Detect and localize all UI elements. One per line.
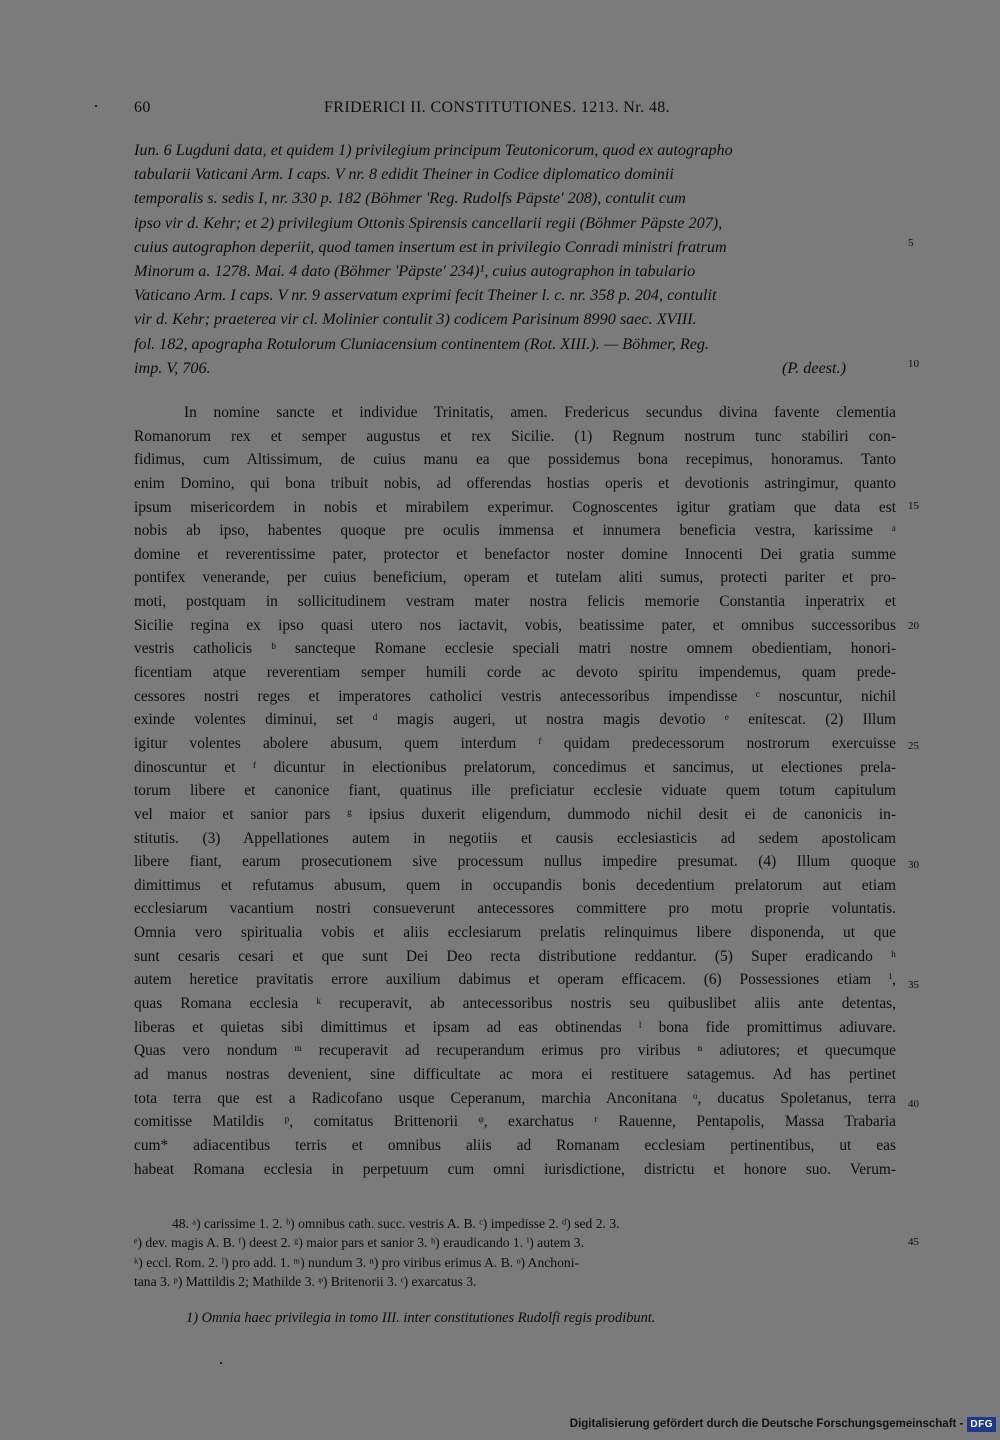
text-line: fidimus, cum Altissimum, de cuius manu ea que possidemus bona recepimus, honoramus. Tanto xyxy=(134,451,896,469)
text-line: comitisse Matildis ᵖ, comitatus Brittenorii ᵠ, exarchatus ʳ Rauenne, Pentapolis, Massa Trabaria xyxy=(134,1113,896,1131)
text-line: Quas vero nondum ᵐ recuperavit ad recuperandum erimus pro viribus ⁿ adiutores; et quecumque xyxy=(134,1042,896,1060)
text-line: igitur volentes abolere abusum, quem interdum ᶠ quidam predecessorum nostrorum exercuisse xyxy=(134,734,896,752)
intro-line: Iun. 6 Lugduni data, et quidem 1) privilegium principum Teutonicorum, quod ex autographo xyxy=(134,141,733,159)
intro-line: fol. 182, apographa Rotulorum Cluniacensium continentem (Rot. XIII.). — Böhmer, Reg. xyxy=(134,334,710,353)
text-line: stitutis. (3) Appellationes autem in negotiis et causis ecclesiasticis ad sedem apostolicam xyxy=(134,829,896,847)
text-line: vel maior et sanior pars ᵍ ipsius duxerit eligendum, dummodo nichil desit ei de canonicis in- xyxy=(134,805,896,823)
running-header xyxy=(134,99,898,121)
source-description xyxy=(134,138,896,380)
funding-text: Digitalisierung gefördert durch die Deutsche Forschungsgemeinschaft - xyxy=(569,1418,964,1430)
apparatus-line: 48. ᵃ) carissime 1. 2. ᵇ) omnibus cath. succ. vestris A. B. ᶜ) impedisse 2. ᵈ) sed 2. 3. xyxy=(172,1216,620,1231)
text-line: nobis ab ipso, habentes quoque pre oculis immensa et innumera beneficia vestra, karissime ᵃ xyxy=(134,522,896,540)
intro-line: vir d. Kehr; praeterea vir cl. Molinier contulit 3) codicem Parisinum 8990 saec. XVIII. xyxy=(134,310,697,329)
line-number: 10 xyxy=(908,358,919,370)
line-number: 40 xyxy=(908,1098,919,1110)
intro-line: temporalis s. sedis I, nr. 330 p. 182 (Böhmer 'Reg. Rudolfs Päpste' 208), contulit cum xyxy=(134,189,686,208)
line-number: 20 xyxy=(908,620,919,632)
intro-line: cuius autographon deperiit, quod tamen insertum est in privilegio Conradi ministri fratrum xyxy=(134,237,727,256)
apparatus-line: ᵏ) eccl. Rom. 2. ˡ) pro add. 1. ᵐ) nundum 3. ⁿ) pro viribus erimus A. B. ᵒ) Anchoni- xyxy=(134,1254,579,1270)
text-line: torum libere et canonice fiant, quatinus ille preficiatur ecclesie viduate quem totum capitulum xyxy=(134,782,896,800)
text-line: cum* adiacentibus terris et omnibus aliis ad Romanam ecclesiam pertinentibus, ut eas xyxy=(134,1136,896,1154)
line-number: 30 xyxy=(908,859,919,871)
intro-last-left: imp. V, 706. xyxy=(134,358,211,377)
intro-last-line xyxy=(134,356,896,380)
text-line: ficentiam atque reverentiam semper humili corde ac devoto spiritu impendemus, quam prede- xyxy=(134,664,896,682)
dfg-logo: DFG xyxy=(967,1417,996,1432)
text-line: Romanorum rex et semper augustus et rex Sicilie. (1) Regnum nostrum tunc stabiliri con- xyxy=(134,427,896,445)
line-number: 5 xyxy=(908,237,914,249)
text-line: liberas et quietas sibi dimittimus et ipsam ad eas obtinendas ˡ bona fide promittimus adiuvare. xyxy=(134,1018,896,1036)
text-line: moti, postquam in sollicitudinem vestram mater nostra felicis memorie Constantia inperatrix et xyxy=(134,593,896,611)
apparatus-line: ᵉ) dev. magis A. B. ᶠ) deest 2. ᵍ) maior pars et sanior 3. ʰ) eraudicando 1. ⁱ) autem 3. xyxy=(134,1235,584,1251)
text-line: cessores nostri reges et imperatores catholici vestris antecessoribus impendisse ᶜ noscuntur, nichil xyxy=(134,687,896,705)
text-line: Sicilie regina ex ipso quasi utero nos iactavit, vobis, beatissime pater, et omnibus successoribus xyxy=(134,616,896,634)
critical-apparatus xyxy=(134,1214,898,1291)
line-number: 35 xyxy=(908,979,919,991)
intro-line: Minorum a. 1278. Mai. 4 dato (Böhmer 'Päpste' 234)¹, cuius autographon in tabulario xyxy=(134,261,696,280)
line-number: 15 xyxy=(908,500,919,512)
document-text xyxy=(134,401,896,1181)
text-line: libere fiant, earum prosecutionem sive processum nullus impedire presumat. (4) Illum quoque xyxy=(134,853,896,871)
text-line: exinde volentes diminui, set ᵈ magis augeri, ut nostra magis devotio ᵉ enitescat. (2) Illum xyxy=(134,711,896,729)
text-line: dinoscuntur et ᶠ dicuntur in electionibus prelatorum, concedimus et sancimus, ut electiones prela- xyxy=(134,758,896,776)
text-line: pontifex venerande, per cuius beneficium, operam et tutelam aliti sumus, protecti pariter et pro- xyxy=(134,569,896,587)
text-line: autem heretice pravitatis errore auxilium dabimus et operam efficacem. (6) Possessiones etiam ⁱ, xyxy=(134,971,896,989)
intro-line: Vaticano Arm. I caps. V nr. 9 asservatum exprimi fecit Theiner l. c. nr. 358 p. 204, contulit xyxy=(134,286,717,305)
text-line: enim Domino, qui bona tribuit nobis, ad offerendas hostias operis et devotionis astringimur, quanto xyxy=(134,474,896,492)
text-line: ipsum misericordem in nobis et mirabilem experimur. Cognoscentes igitur gratiam que data est xyxy=(134,498,896,516)
text-line: ad manus nostras devenient, sine difficultate ac mora ei restituere satagemus. Ad has pertinet xyxy=(134,1065,896,1083)
apparatus-line: tana 3. ᵖ) Mattildis 2; Mathilde 3. ᵠ) Britenorii 3. ʳ) exarcatus 3. xyxy=(134,1273,477,1289)
text-line: habeat Romana ecclesia in perpetuum cum omni iurisdictione, districtu et honore suo. Verum- xyxy=(134,1160,896,1178)
text-line: ecclesiarum vacantium nostri consueverunt antecessores committere pro motu proprie voluntatis. xyxy=(134,900,896,918)
funding-notice xyxy=(570,1414,996,1434)
text-line: dimittimus et refutamus abusum, quem in occupandis bonis decedentium prelatorum aut etiam xyxy=(134,876,896,894)
text-line: vestris catholicis ᵇ sancteque Romane ecclesie speciali matri nostre omnem obedientiam, honori- xyxy=(134,640,896,658)
page-number: 60 xyxy=(134,99,151,116)
intro-line: ipso vir d. Kehr; et 2) privilegium Ottonis Spirensis cancellarii regii (Böhmer Päpste 207), xyxy=(134,213,723,232)
scan-speck xyxy=(95,105,97,107)
text-line: sunt cesaris cesari et que sunt Dei Deo recta distributione reddantur. (5) Super eradicando ʰ xyxy=(134,947,896,965)
line-number: 45 xyxy=(908,1236,919,1248)
text-line: Omnia vero spiritualia vobis et aliis ecclesiarum prelatis relinquimus libere disponenda, ut que xyxy=(134,924,896,942)
footnote: 1) Omnia haec privilegia in tomo III. inter constitutiones Rudolfi regis prodibunt. xyxy=(186,1310,656,1326)
intro-line: tabularii Vaticani Arm. I caps. V nr. 8 edidit Theiner in Codice diplomatico dominii xyxy=(134,165,674,184)
scan-speck xyxy=(220,1362,222,1364)
line-number: 25 xyxy=(908,740,919,752)
text-line: quas Romana ecclesia ᵏ recuperavit, ab antecessoribus nostris seu quibuslibet aliis ante detentas, xyxy=(134,995,896,1013)
text-line: tota terra que est a Radicofano usque Ceperanum, marchia Anconitana ᵒ, ducatus Spoletanus, terra xyxy=(134,1089,896,1107)
intro-last-right: (P. deest.) xyxy=(782,358,846,377)
text-line: domine et reverentissime pater, protector et benefactor noster domine Innocenti Dei gratia summe xyxy=(134,545,896,563)
text-line: In nomine sancte et individue Trinitatis, amen. Fredericus secundus divina favente clementia xyxy=(184,404,896,421)
running-title: FRIDERICI II. CONSTITUTIONES. 1213. Nr. 48. xyxy=(324,99,671,116)
